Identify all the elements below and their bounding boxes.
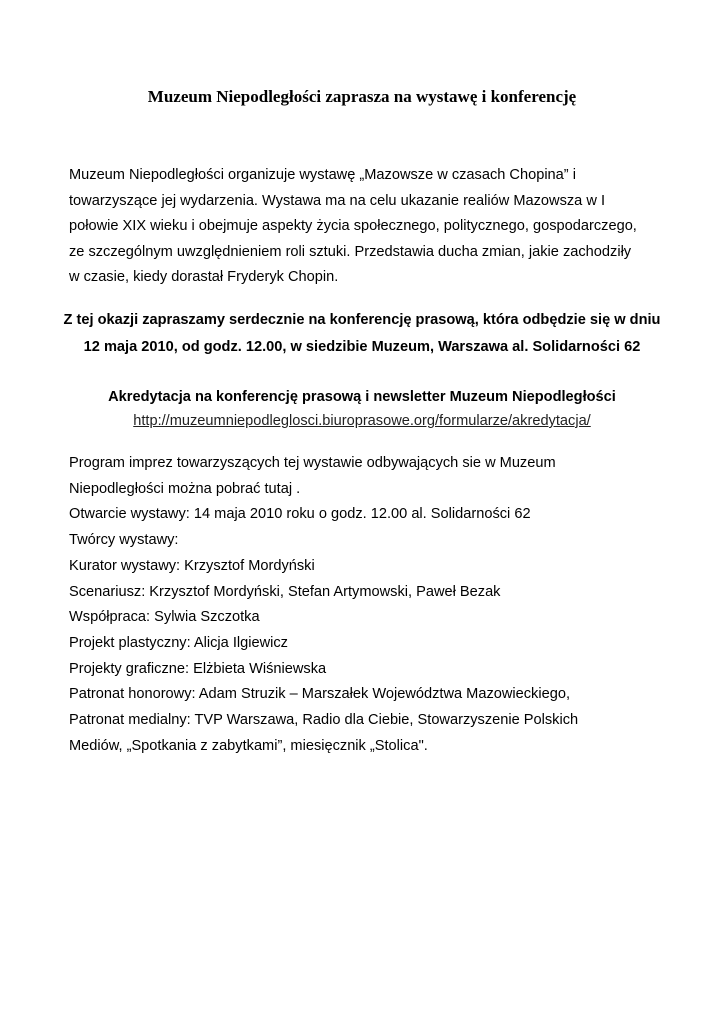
detail-line: Scenariusz: Krzysztof Mordyński, Stefan Artymowski, Paweł Bezak [69,583,501,600]
exhibition-details [69,451,669,759]
intro-line: ze szczególnym uwzględnieniem roli sztuki. Przedstawia ducha zmian, jakie zachodziły [69,243,632,260]
detail-line: Program imprez towarzyszących tej wystawie odbywających sie w Muzeum [69,455,556,471]
document-title: Muzeum Niepodległości zaprasza na wystawę i konferencję [147,87,577,106]
press-conference-invitation [0,307,724,361]
detail-line: Patronat medialny: TVP Warszawa, Radio dla Ciebie, Stowarzyszenie Polskich [69,712,579,729]
accreditation-link[interactable]: http://muzeumniepodleglosci.biuroprasowe.org/formularze/akredytacja/ [133,413,591,429]
invitation-line: 12 maja 2010, od godz. 12.00, w siedzibie Muzeum, Warszawa al. Solidarności 62 [83,339,641,355]
accreditation-block [0,385,724,433]
intro-line: połowie XIX wieku i obejmuje aspekty życia społecznego, politycznego, gospodarczego, [69,218,637,235]
intro-paragraph [69,163,669,291]
detail-line: Kurator wystawy: Krzysztof Mordyński [69,557,315,574]
detail-line: Projekty graficzne: Elżbieta Wiśniewska [69,660,327,677]
detail-line: Niepodległości można pobrać tutaj . [69,480,301,497]
intro-line: Muzeum Niepodległości organizuje wystawę „Mazowsze w czasach Chopina” i [69,167,576,183]
detail-line: Współpraca: Sylwia Szczotka [69,609,260,626]
detail-line: Projekt plastyczny: Alicja Ilgiewicz [69,634,288,651]
detail-line: Twórcy wystawy: [69,532,179,549]
detail-line: Mediów, „Spotkania z zabytkami”, miesięcznik „Stolica". [69,737,428,754]
detail-line: Patronat honorowy: Adam Struzik – Marszałek Województwa Mazowieckiego, [69,686,571,703]
detail-line: Otwarcie wystawy: 14 maja 2010 roku o godz. 12.00 al. Solidarności 62 [69,506,531,523]
accreditation-heading: Akredytacja na konferencję prasową i newsletter Muzeum Niepodległości [108,389,616,405]
intro-line: w czasie, kiedy dorastał Fryderyk Chopin. [69,269,339,286]
invitation-line: Z tej okazji zapraszamy serdecznie na konferencję prasową, która odbędzie się w dniu [63,312,661,328]
intro-line: towarzyszące jej wydarzenia. Wystawa ma na celu ukazanie realiów Mazowsza w I [69,192,605,209]
